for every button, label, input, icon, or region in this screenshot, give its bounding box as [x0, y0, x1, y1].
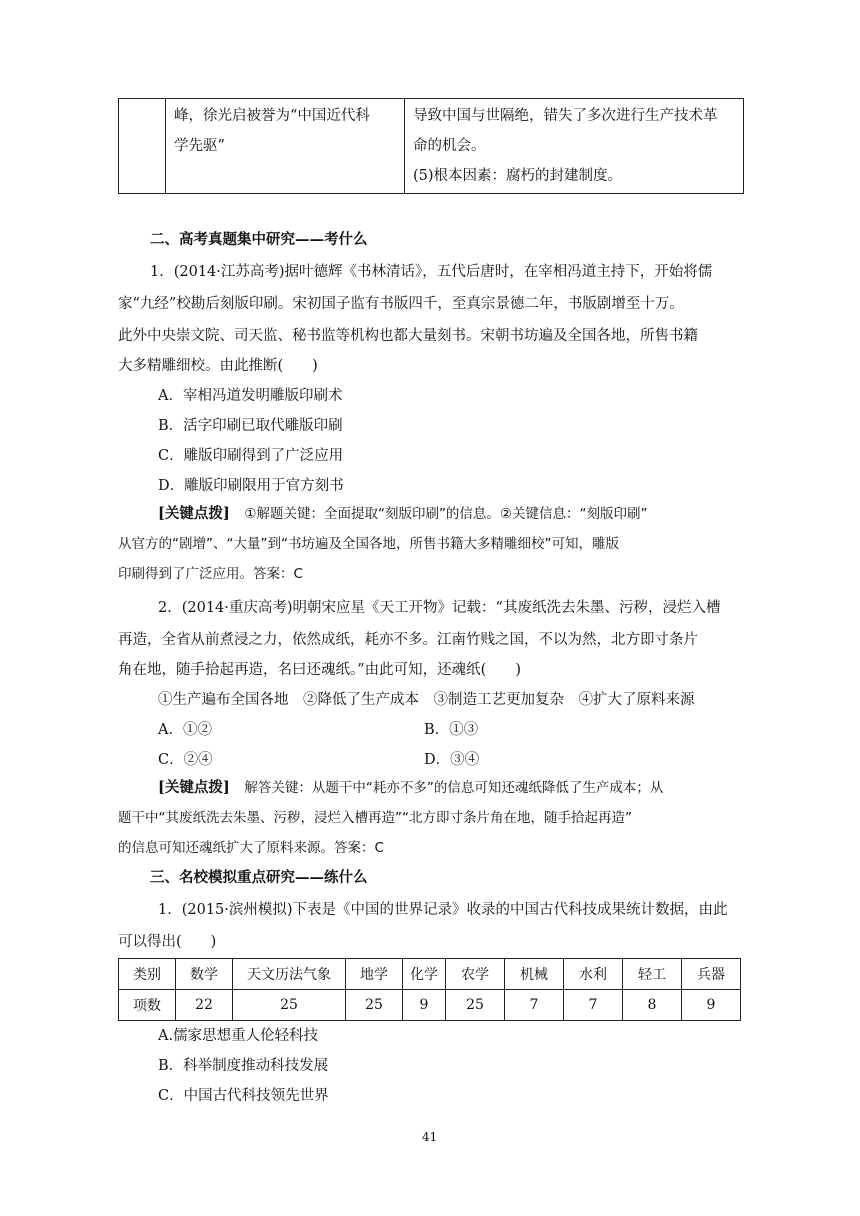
statement-list: ①生产遍布全国各地 ②降低了生产成本 ③制造工艺更加复杂 ④扩大了原料来源: [158, 692, 695, 708]
option-b: B．活字印刷已取代雕版印刷: [158, 418, 343, 434]
option-c: C．中国古代科技领先世界: [158, 1088, 329, 1104]
table-header-cell: 轻工: [623, 959, 682, 990]
key-hint-text: 题干中“其废纸洗去朱墨、污秽，浸烂入槽再造”“北方即寸条片角在地，随手拾起再造”: [118, 810, 632, 826]
question-line: 再造，全省从前煮浸之力，依然成纸，耗亦不多。江南竹贱之国，不以为然，北方即寸条片: [118, 632, 698, 648]
key-hint-label: [关键点拨]: [158, 505, 230, 522]
question-line: 1．(2014·江苏高考)据叶德辉《书林清话》，五代后唐时，在宰相冯道主持下，开始将儒: [150, 264, 713, 280]
table-cell: 7: [564, 990, 623, 1021]
option-a: A．①②: [158, 722, 212, 738]
stats-table: [118, 958, 741, 1021]
question-line: 角在地，随手拾起再造，名曰还魂纸。”由此可知，还魂纸( ): [118, 662, 521, 678]
key-hint-text: 印刷得到了广泛应用。答案：C: [118, 566, 303, 582]
question-line: 可以得出( ): [118, 934, 217, 950]
table-cell: 9: [682, 990, 741, 1021]
text-line: 导致中国与世隔绝，错失了多次进行生产技术革: [413, 108, 718, 124]
table-row: [119, 99, 744, 194]
key-hint-label: [关键点拨]: [158, 779, 230, 796]
continuation-table: [118, 98, 744, 194]
option-d: D．雕版印刷限用于官方刻书: [158, 478, 344, 494]
table-cell: 25: [346, 990, 403, 1021]
table-cell: [405, 99, 744, 194]
table-row: [119, 990, 741, 1021]
table-cell: 项数: [119, 990, 176, 1021]
option-d: D．③④: [424, 752, 480, 768]
text-line: (5)根本因素：腐朽的封建制度。: [413, 168, 623, 184]
option-c: C．②④: [158, 752, 213, 768]
key-hint-text: 从官方的“剧增”、“大量”到“书坊遍及全国各地，所售书籍大多精雕细校”可知，雕版: [118, 536, 619, 552]
table-header-cell: 水利: [564, 959, 623, 990]
key-hint-text: 的信息可知还魂纸扩大了原料来源。答案：C: [118, 840, 384, 856]
option-b: B．①③: [424, 722, 479, 738]
option-a: A.儒家思想重人伦轻科技: [158, 1028, 319, 1044]
table-header-cell: 机械: [505, 959, 564, 990]
table-cell: 22: [176, 990, 233, 1021]
key-hint-text: ①解题关键：全面提取“刻版印刷”的信息。②关键信息：“刻版印刷”: [244, 506, 648, 522]
table-cell: 9: [403, 990, 446, 1021]
key-hint-line: [158, 502, 648, 523]
question-line: 此外中央崇文院、司天监、秘书监等机构也都大量刻书。宋朝书坊遍及全国各地，所售书籍: [118, 328, 698, 344]
text-line: 峰，徐光启被誉为“中国近代科: [174, 108, 370, 124]
question-line: 1．(2015·滨州模拟)下表是《中国的世界记录》收录的中国古代科技成果统计数据，由此: [158, 902, 728, 918]
page-number: 41: [422, 1130, 438, 1144]
table-header-row: [119, 959, 741, 990]
section-heading: 三、名校模拟重点研究——练什么: [150, 869, 368, 886]
section-heading: 二、高考真题集中研究——考什么: [150, 231, 368, 248]
table-header-cell: 兵器: [682, 959, 741, 990]
table-cell: 25: [446, 990, 505, 1021]
table-header-cell: 类别: [119, 959, 176, 990]
key-hint-line: [158, 776, 663, 797]
table-cell: 7: [505, 990, 564, 1021]
key-hint-text: 解答关键：从题干中“耗亦不多”的信息可知还魂纸降低了生产成本；从: [244, 780, 664, 796]
option-c: C．雕版印刷得到了广泛应用: [158, 448, 344, 464]
table-cell: [166, 99, 405, 194]
option-b: B．科举制度推动科技发展: [158, 1058, 329, 1074]
table-header-cell: 数学: [176, 959, 233, 990]
table-cell-empty: [119, 99, 166, 194]
question-line: 2．(2014·重庆高考)明朝宋应星《天工开物》记载：“其废纸洗去朱墨、污秽，浸烂入槽: [158, 600, 721, 616]
table-header-cell: 农学: [446, 959, 505, 990]
table-header-cell: 地学: [346, 959, 403, 990]
question-line: 家“九经”校勘后刻版印刷。宋初国子监有书版四千，至真宗景德二年，书版剧增至十万。: [118, 296, 684, 312]
option-a: A．宰相冯道发明雕版印刷术: [158, 388, 343, 404]
table-header-cell: 化学: [403, 959, 446, 990]
table-cell: 8: [623, 990, 682, 1021]
question-line: 大多精雕细校。由此推断( ): [118, 358, 318, 374]
text-line: 学先驱”: [174, 138, 225, 154]
text-line: 命的机会。: [413, 138, 486, 154]
table-header-cell: 天文历法气象: [233, 959, 346, 990]
table-cell: 25: [233, 990, 346, 1021]
